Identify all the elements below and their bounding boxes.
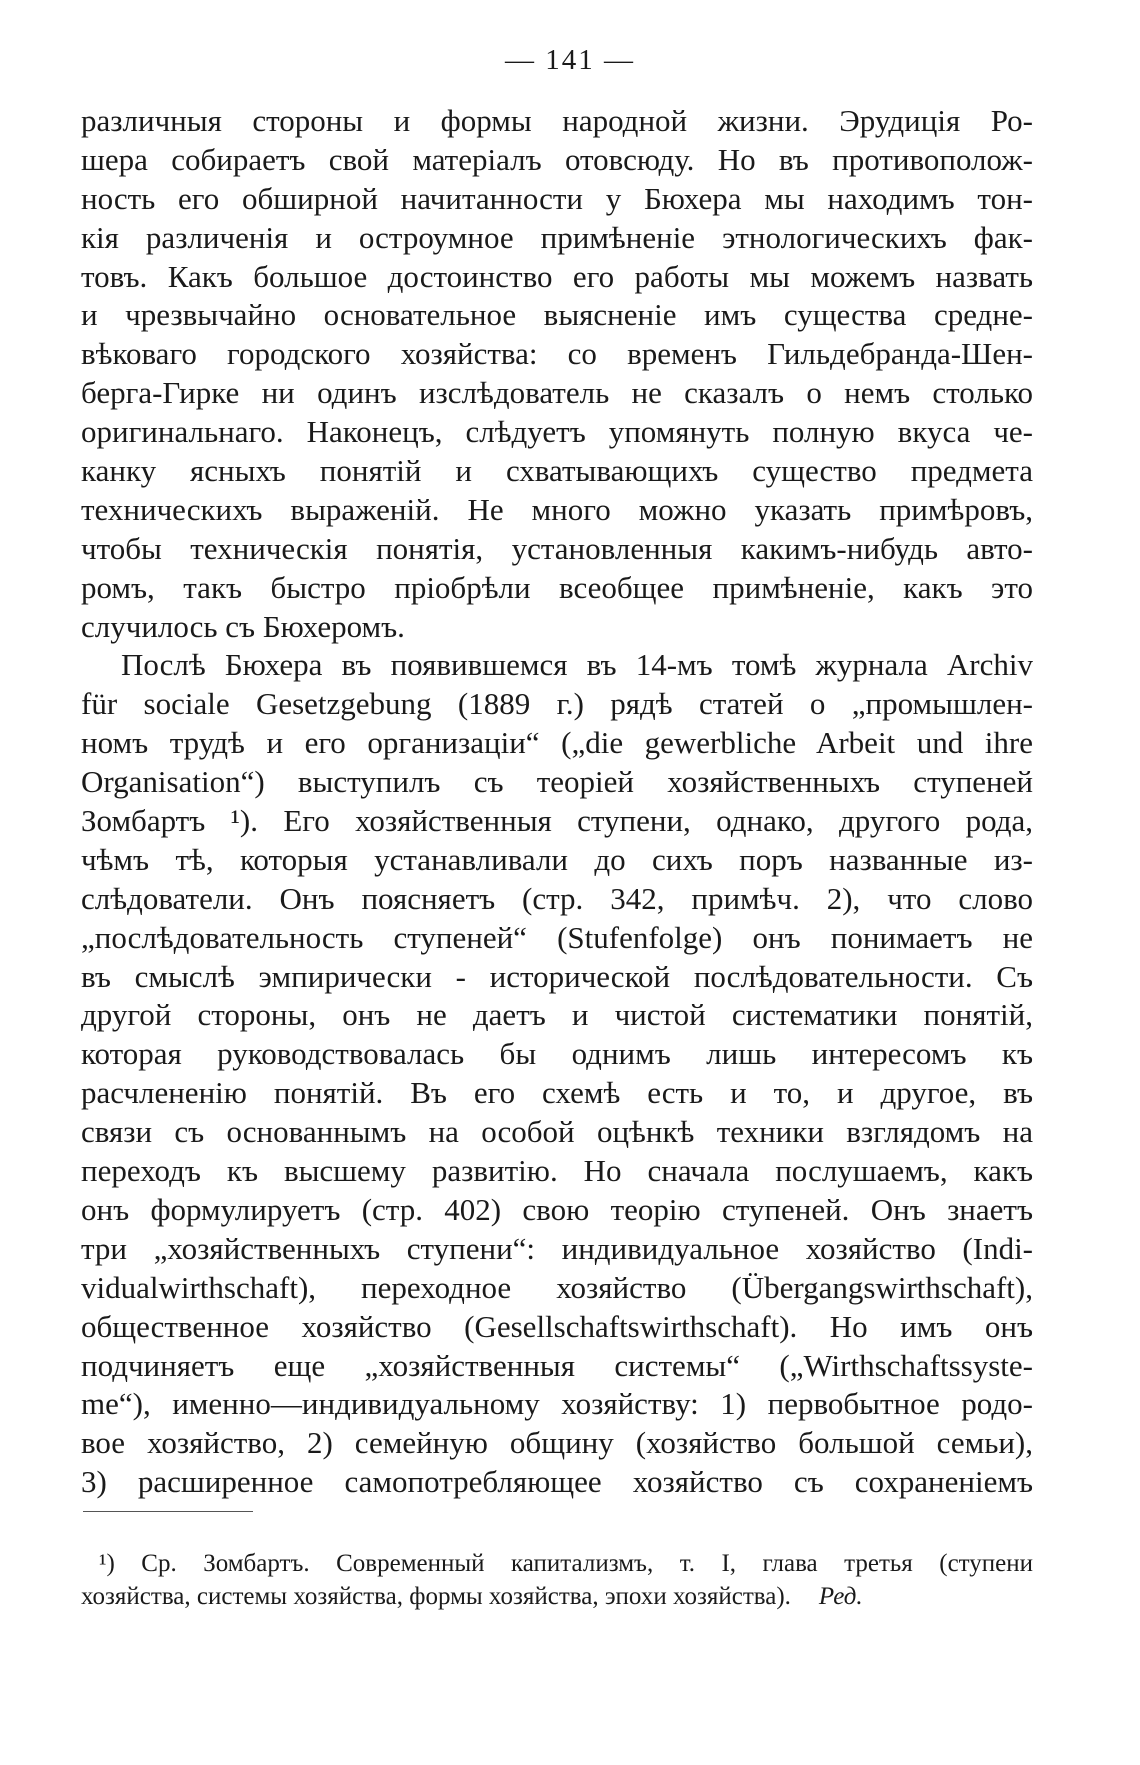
- text-line: берга-Гирке ни одинъ изслѣдователь не сказалъ о немъ столько: [81, 375, 1033, 411]
- text-line: въ смыслѣ эмпирически - исторической послѣдовательности. Съ: [81, 958, 1033, 994]
- paragraph-start-line: Послѣ Бюхера въ появившемся въ 14-мъ томѣ журнала Archiv: [121, 647, 1033, 683]
- text-line: техническихъ выраженій. Не много можно указать примѣровъ,: [81, 491, 1033, 527]
- text-line: 3) расширенное самопотребляющее хозяйство съ сохраненіемъ: [81, 1464, 1033, 1500]
- text-line: номъ трудѣ и его организаціи“ („die gewerbliche Arbeit und ihre: [81, 725, 1033, 761]
- text-line: переходъ къ высшему развитію. Но сначала послушаемъ, какъ: [81, 1153, 1033, 1189]
- text-line: канку ясныхъ понятій и схватывающихъ существо предмета: [81, 453, 1033, 489]
- text-line: me“), именно—индивидуальному хозяйству: 1) первобытное родо-: [81, 1386, 1033, 1422]
- main-text-block: [81, 102, 1033, 1502]
- text-line: чтобы техническія понятія, установленныя какимъ-нибудь авто-: [81, 530, 1033, 566]
- text-line: ромъ, такъ быстро пріобрѣли всеобщее примѣненіе, какъ это: [81, 569, 1033, 605]
- text-line: вѣковаго городского хозяйства: со временъ Гильдебранда-Шен-: [81, 336, 1033, 372]
- footnote-line-text: хозяйства, системы хозяйства, формы хозяйства, эпохи хозяйства).: [81, 1583, 791, 1610]
- text-line: Зомбартъ ¹). Его хозяйственныя ступени, однако, другого рода,: [81, 803, 1033, 839]
- text-line: оригинальнаго. Наконецъ, слѣдуетъ упомянуть полную вкуса че-: [81, 414, 1033, 450]
- text-line: ность его обширной начитанности у Бюхера мы находимъ тон-: [81, 180, 1033, 216]
- page-number: — 141 —: [505, 44, 635, 76]
- footnote-divider: [83, 1511, 253, 1512]
- text-line: онъ формулируетъ (стр. 402) свою теорію ступеней. Онъ знаетъ: [81, 1191, 1033, 1227]
- text-line: подчиняетъ еще „хозяйственныя системы“ („Wirthschaftssyste-: [81, 1347, 1033, 1383]
- text-line: которая руководствовалась бы однимъ лишь интересомъ къ: [81, 1036, 1033, 1072]
- text-line: общественное хозяйство (Gesellschaftswirthschaft). Но имъ онъ: [81, 1308, 1033, 1344]
- footnote-line: ¹) Ср. Зомбартъ. Современный капитализмъ, т. I, глава третья (ступени: [99, 1550, 1033, 1577]
- paragraph-end-line: случилось съ Бюхеромъ.: [81, 608, 405, 644]
- text-line: кія различенія и остроумное примѣненіе этнологическихъ фак-: [81, 219, 1033, 255]
- text-line: вое хозяйство, 2) семейную общину (хозяйство большой семьи),: [81, 1425, 1033, 1461]
- footnote-line-end: [81, 1580, 1033, 1613]
- text-line: „послѣдовательность ступеней“ (Stufenfolge) онъ понимаетъ не: [81, 919, 1033, 955]
- footnote-block: [81, 1547, 1033, 1613]
- text-line: и чрезвычайно основательное выясненіе имъ существа средне-: [81, 297, 1033, 333]
- text-line: товъ. Какъ большое достоинство его работы мы можемъ назвать: [81, 258, 1033, 294]
- text-line: различныя стороны и формы народной жизни. Эрудиція Ро-: [81, 103, 1033, 138]
- text-line: другой стороны, онъ не даетъ и чистой систематики понятій,: [81, 997, 1033, 1033]
- text-line: vidualwirthschaft), переходное хозяйство (Übergangswirthschaft),: [81, 1269, 1033, 1305]
- text-line: слѣдователи. Онъ поясняетъ (стр. 342, примѣч. 2), что слово: [81, 880, 1033, 916]
- text-line: чѣмъ тѣ, которыя устанавливали до сихъ поръ названные из-: [81, 841, 1033, 877]
- text-line: шера собираетъ свой матеріалъ отовсюду. Но въ противополож-: [81, 141, 1033, 177]
- text-line: три „хозяйственныхъ ступени“: индивидуальное хозяйство (Indi-: [81, 1230, 1033, 1266]
- text-line: für sociale Gesetzgebung (1889 г.) рядѣ статей о „промышлен-: [81, 686, 1033, 722]
- text-line: Organisation“) выступилъ съ теоріей хозяйственныхъ ступеней: [81, 764, 1033, 800]
- text-line: связи съ основаннымъ на особой оцѣнкѣ техники взглядомъ на: [81, 1114, 1033, 1150]
- text-line: расчлененію понятій. Въ его схемѣ есть и то, и другое, въ: [81, 1075, 1033, 1111]
- editor-mark: Ред.: [818, 1583, 863, 1610]
